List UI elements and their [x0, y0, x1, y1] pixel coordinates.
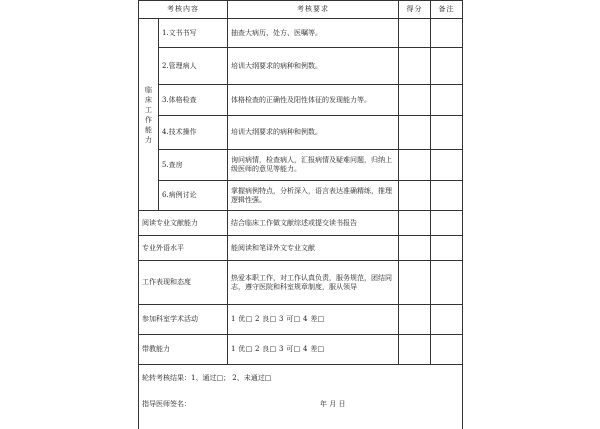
item-requirement: 掌握病例特点，分析深入，语言表达准确精练，推理逻辑性强。 — [228, 181, 399, 211]
row-label: 参加科室学术活动 — [139, 305, 228, 335]
signature-label: 指导医师签名： — [142, 400, 191, 408]
item-requirement: 体格检查的正确性及阳性体征的发现能力等。 — [228, 85, 399, 116]
header-row — [139, 1, 463, 19]
row-requirement: 热爱本职工作，对工作认真负责，服务规范，团结同志，遵守医院和科室规章制度，服从领导 — [228, 261, 399, 305]
item-requirement: 培训大纲要求的病种和例数。 — [228, 48, 399, 85]
remark-cell[interactable] — [431, 211, 463, 236]
clinical-category-label: 临床工作能力 — [145, 85, 152, 145]
item-label: 2.管理病人 — [159, 48, 228, 85]
item-label: 6.病例讨论 — [159, 181, 228, 211]
score-cell[interactable] — [399, 335, 431, 365]
literature-row — [139, 211, 463, 236]
score-cell[interactable] — [399, 48, 431, 85]
footer-row — [139, 365, 463, 429]
signature-line — [142, 395, 459, 413]
remark-cell[interactable] — [431, 116, 463, 150]
score-cell[interactable] — [399, 150, 431, 181]
remark-cell[interactable] — [431, 261, 463, 305]
row-label: 阅读专业文献能力 — [139, 211, 228, 236]
row-label: 工作表现和态度 — [139, 261, 228, 305]
clinical-row-2 — [139, 48, 463, 85]
header-content: 考核内容 — [139, 1, 228, 19]
evaluation-form — [138, 0, 462, 400]
clinical-row-3 — [139, 85, 463, 116]
clinical-row-4 — [139, 116, 463, 150]
row-label: 带教能力 — [139, 335, 228, 365]
rating-options[interactable]: 1 优□ 2 良□ 3 可□ 4 差□ — [228, 335, 399, 365]
header-remark: 备注 — [431, 1, 463, 19]
score-cell[interactable] — [399, 181, 431, 211]
attitude-row — [139, 261, 463, 305]
remark-cell[interactable] — [431, 181, 463, 211]
item-requirement: 抽查大病历、处方、医嘱等。 — [228, 19, 399, 48]
item-label: 1.文书书写 — [159, 19, 228, 48]
score-cell[interactable] — [399, 116, 431, 150]
footer-cell — [139, 365, 463, 429]
remark-cell[interactable] — [431, 305, 463, 335]
remark-cell[interactable] — [431, 48, 463, 85]
remark-cell[interactable] — [431, 335, 463, 365]
score-cell[interactable] — [399, 211, 431, 236]
remark-cell[interactable] — [431, 236, 463, 261]
remark-cell[interactable] — [431, 85, 463, 116]
clinical-category — [139, 19, 159, 211]
remark-cell[interactable] — [431, 150, 463, 181]
remark-cell[interactable] — [431, 19, 463, 48]
language-row — [139, 236, 463, 261]
clinical-row-5 — [139, 150, 463, 181]
score-cell[interactable] — [399, 236, 431, 261]
row-label: 专业外语水平 — [139, 236, 228, 261]
result-line[interactable]: 轮转考核结果：1、通过□； 2、未通过□ — [142, 369, 459, 387]
evaluation-table — [138, 0, 463, 429]
item-label: 4.技术操作 — [159, 116, 228, 150]
teaching-row — [139, 335, 463, 365]
item-label: 5.查房 — [159, 150, 228, 181]
row-requirement: 结合临床工作做文献综述或提交读书报告 — [228, 211, 399, 236]
score-cell[interactable] — [399, 305, 431, 335]
header-score: 得分 — [399, 1, 431, 19]
item-requirement: 培训大纲要求的病种和例数。 — [228, 116, 399, 150]
row-requirement: 能阅读和笔译外文专业文献 — [228, 236, 399, 261]
academic-row — [139, 305, 463, 335]
header-requirement: 考核要求 — [228, 1, 399, 19]
item-label: 3.体格检查 — [159, 85, 228, 116]
item-requirement: 询问病情，检查病人，汇报病情及疑难问题，归纳上级医师的意见等能力。 — [228, 150, 399, 181]
clinical-row-6 — [139, 181, 463, 211]
score-cell[interactable] — [399, 85, 431, 116]
rating-options[interactable]: 1 优□ 2 良□ 3 可□ 4 差□ — [228, 305, 399, 335]
clinical-row-1 — [139, 19, 463, 48]
score-cell[interactable] — [399, 19, 431, 48]
signature-date: 年 月 日 — [320, 395, 345, 413]
score-cell[interactable] — [399, 261, 431, 305]
